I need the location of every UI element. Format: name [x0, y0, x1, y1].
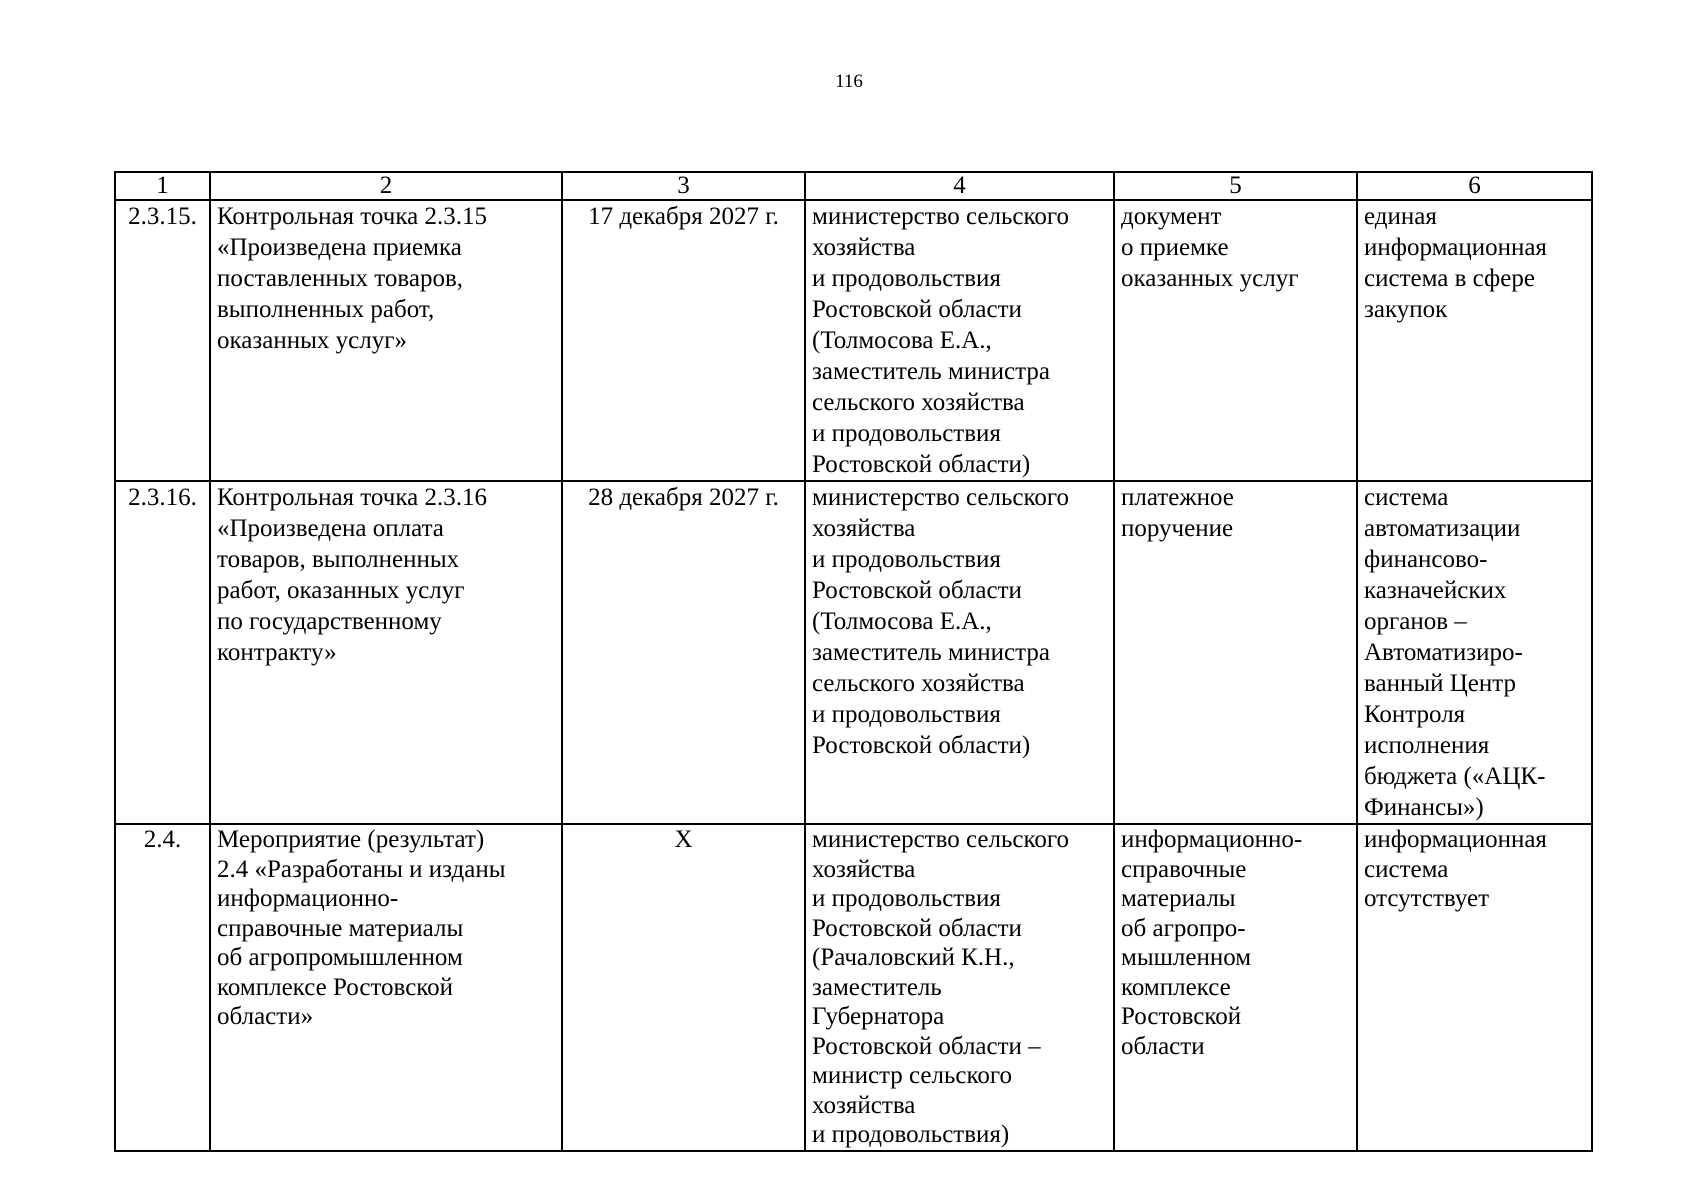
column-header-4: 4 — [805, 172, 1114, 200]
row-system-cell: информационная система отсутствует — [1357, 824, 1592, 1151]
row-document-cell: информационно- справочные материалы об агропро- мышленном комплексе Ростовской области — [1114, 824, 1357, 1151]
row-document-cell: платежное поручение — [1114, 481, 1357, 824]
table-row — [115, 481, 1592, 824]
row-number-cell: 2.4. — [115, 824, 210, 1151]
row-date-cell: 17 декабря 2027 г. — [562, 200, 805, 481]
row-system-cell: система автоматизации финансово- казначейских органов – Автоматизиро- ванный Центр Контроля исполнения бюджета («АЦК- Финансы») — [1357, 481, 1592, 824]
table-header-row — [115, 172, 1592, 200]
row-number-cell: 2.3.15. — [115, 200, 210, 481]
table-row — [115, 200, 1592, 481]
row-responsible-cell: министерство сельского хозяйства и продовольствия Ростовской области (Рачаловский К.Н., заместитель Губернатора Ростовской области – министр сельского хозяйства и продовольствия) — [805, 824, 1114, 1151]
column-header-2: 2 — [210, 172, 562, 200]
column-header-3: 3 — [562, 172, 805, 200]
row-name-cell: Мероприятие (результат) 2.4 «Разработаны и изданы информационно- справочные материалы об агропромышленном комплексе Ростовской области» — [210, 824, 562, 1151]
row-date-cell: 28 декабря 2027 г. — [562, 481, 805, 824]
row-responsible-cell: министерство сельского хозяйства и продовольствия Ростовской области (Толмосова Е.А., заместитель министра сельского хозяйства и продовольствия Ростовской области) — [805, 481, 1114, 824]
column-header-5: 5 — [1114, 172, 1357, 200]
row-name-cell: Контрольная точка 2.3.16 «Произведена оплата товаров, выполненных работ, оказанных услуг по государственному контракту» — [210, 481, 562, 824]
row-system-cell: единая информационная система в сфере закупок — [1357, 200, 1592, 481]
control-points-table — [114, 171, 1593, 1152]
column-header-1: 1 — [115, 172, 210, 200]
page-number: 116 — [835, 71, 863, 92]
row-name-cell: Контрольная точка 2.3.15 «Произведена приемка поставленных товаров, выполненных работ, оказанных услуг» — [210, 200, 562, 481]
row-document-cell: документ о приемке оказанных услуг — [1114, 200, 1357, 481]
row-date-cell: Х — [562, 824, 805, 1151]
table-row — [115, 824, 1592, 1151]
column-header-6: 6 — [1357, 172, 1592, 200]
row-responsible-cell: министерство сельского хозяйства и продовольствия Ростовской области (Толмосова Е.А., заместитель министра сельского хозяйства и продовольствия Ростовской области) — [805, 200, 1114, 481]
row-number-cell: 2.3.16. — [115, 481, 210, 824]
